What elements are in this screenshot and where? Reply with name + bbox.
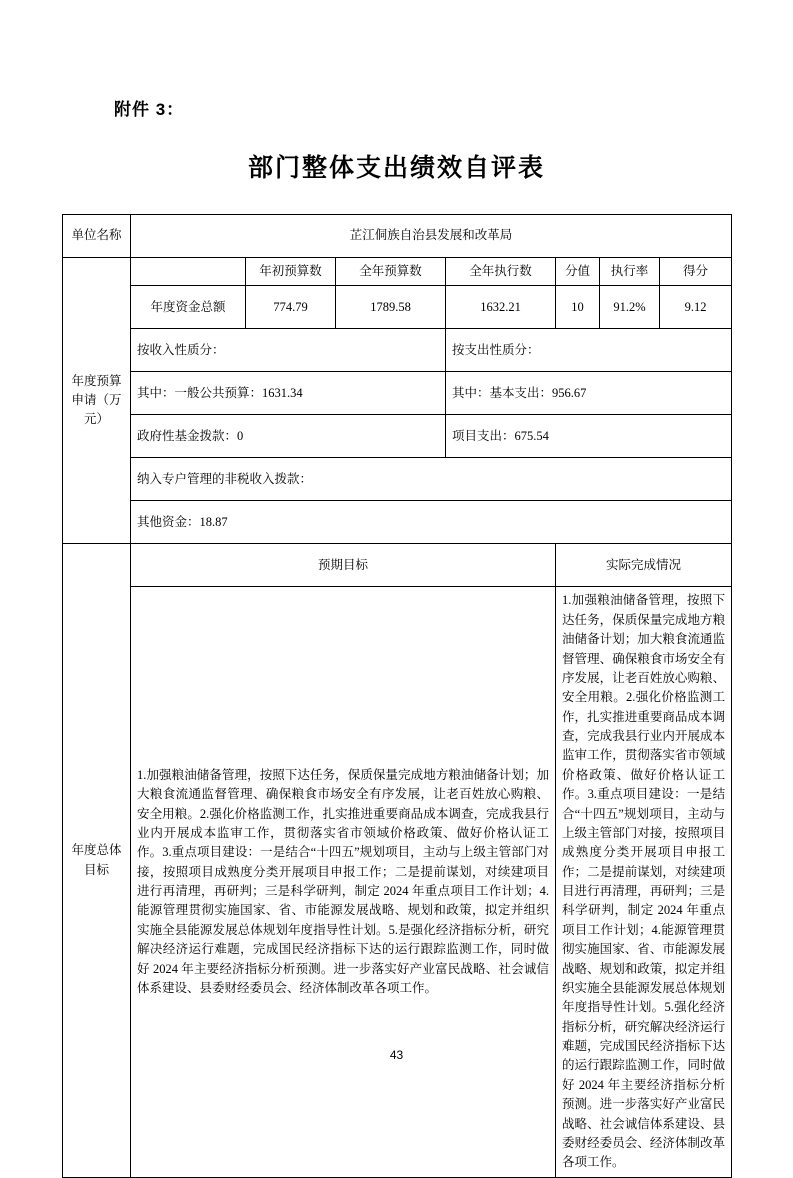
actual-result-text: 1.加强粮油储备管理，按照下达任务，保质保量完成地方粮油储备计划；加大粮食流通监督管理、确保粮食市场安全有序发展，让老百姓放心购粮、安全用粮。2.强化价格监测工作，扎实推进重要商品成本调查，完成我县行业内开展成本监审工作，贯彻落实省市领域价格政策、做好价格认证工作。3.重点项目建设：一是结合“十四五”规划项目，主动与上级主管部门对接，按照项目成熟度分类开展项目申报工作；二是提前谋划，对续建项目进行再清理，再研判；三是科学研判，制定 2024 年重点项目工作计划；4.能源管理贯彻实施国家、省、市能源发展战略、规划和政策，拟定并组织实施全县能源发展总体规划年度指导性计划。5.强化经济指标分析，研究解决经济运行难题，完成国民经济指标下达的运行跟踪监测工作，同时做好 2024 年主要经济指标分析预测。进一步落实好产业富民战略、社会诚信体系建设、县委财经委员会、经济体制改革各项工作。 bbox=[556, 587, 732, 1177]
total-amount-label: 年度资金总额 bbox=[131, 286, 246, 329]
total-final-score: 9.12 bbox=[660, 286, 732, 329]
expense-basic: 其中：基本支出：956.67 bbox=[446, 372, 732, 415]
total-full-year-budget: 1789.58 bbox=[336, 286, 446, 329]
table-row-goal-content bbox=[63, 587, 732, 1177]
income-gov-fund: 政府性基金拨款：0 bbox=[131, 415, 446, 458]
total-score-value: 10 bbox=[556, 286, 600, 329]
column-header-score-value: 分值 bbox=[556, 258, 600, 286]
annual-goal-label: 年度总体目标 bbox=[63, 544, 131, 1177]
budget-section-label: 年度预算申请（万元） bbox=[63, 258, 131, 544]
income-general-public-budget: 其中：一般公共预算：1631.34 bbox=[131, 372, 446, 415]
column-header-initial-budget: 年初预算数 bbox=[246, 258, 336, 286]
performance-self-evaluation-table bbox=[62, 214, 732, 1178]
page-number: 43 bbox=[389, 1048, 404, 1062]
expected-goal-header: 预期目标 bbox=[131, 544, 556, 587]
income-special-account: 纳入专户管理的非税收入拨款： bbox=[131, 458, 732, 501]
table-row-other-funds bbox=[63, 501, 732, 544]
table-row-gov-fund bbox=[63, 415, 732, 458]
unit-name-value: 芷江侗族自治县发展和改革局 bbox=[131, 215, 732, 258]
income-other-funds: 其他资金：18.87 bbox=[131, 501, 732, 544]
column-header-exec-rate: 执行率 bbox=[600, 258, 660, 286]
table-row-goal-headers bbox=[63, 544, 732, 587]
column-header-full-year-budget: 全年预算数 bbox=[336, 258, 446, 286]
by-expense-nature-label: 按支出性质分： bbox=[446, 329, 732, 372]
table-row-column-headers bbox=[63, 258, 732, 286]
table-row-general-public-budget bbox=[63, 372, 732, 415]
expense-project: 项目支出：675.54 bbox=[446, 415, 732, 458]
total-initial-budget: 774.79 bbox=[246, 286, 336, 329]
total-full-year-exec: 1632.21 bbox=[446, 286, 556, 329]
total-exec-rate: 91.2% bbox=[600, 286, 660, 329]
column-header-full-year-exec: 全年执行数 bbox=[446, 258, 556, 286]
table-row-unit-name bbox=[63, 215, 732, 258]
by-income-nature-label: 按收入性质分： bbox=[131, 329, 446, 372]
table-row-total-amount bbox=[63, 286, 732, 329]
table-row-nature-headers bbox=[63, 329, 732, 372]
column-header-final-score: 得分 bbox=[660, 258, 732, 286]
expected-goal-text: 1.加强粮油储备管理，按照下达任务，保质保量完成地方粮油储备计划；加大粮食流通监督管理、确保粮食市场安全有序发展，让老百姓放心购粮、安全用粮。2.强化价格监测工作，扎实推进重要商品成本调查，完成我县行业内开展成本监审工作，贯彻落实省市领域价格政策、做好价格认证工作。3.重点项目建设：一是结合“十四五”规划项目，主动与上级主管部门对接，按照项目成熟度分类开展项目申报工作；二是提前谋划，对续建项目进行再清理，再研判；三是科学研判，制定 2024 年重点项目工作计划；4.能源管理贯彻实施国家、省、市能源发展战略、规划和政策，拟定并组织实施全县能源发展总体规划年度指导性计划。5.是强化经济指标分析，研究解决经济运行难题，完成国民经济指标下达的运行跟踪监测工作，同时做好 2024 年主要经济指标分析预测。进一步落实好产业富民战略、社会诚信体系建设、县委财经委员会、经济体制改革各项工作。 bbox=[131, 587, 556, 1177]
table-row-special-account bbox=[63, 458, 732, 501]
page-title: 部门整体支出绩效自评表 bbox=[247, 154, 545, 182]
header-blank-cell bbox=[131, 258, 246, 286]
attachment-label: 附件 3： bbox=[114, 100, 185, 119]
actual-result-header: 实际完成情况 bbox=[556, 544, 732, 587]
unit-name-label: 单位名称 bbox=[63, 215, 131, 258]
